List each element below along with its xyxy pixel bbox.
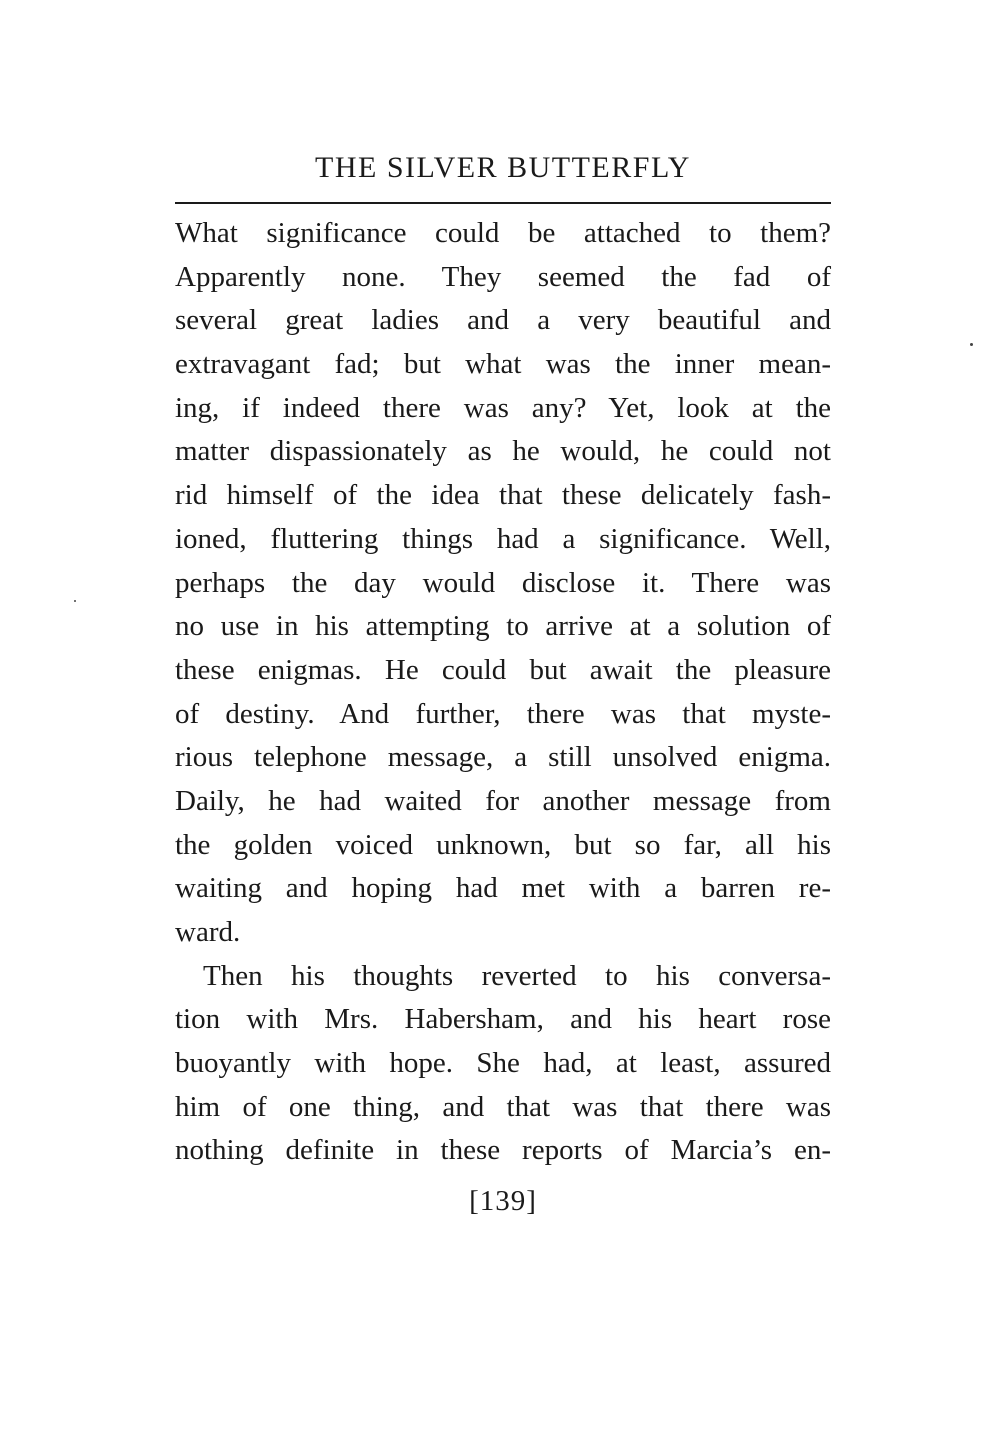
paragraph-1 [175, 212, 831, 955]
text-line: several great ladies and a very beautiful and [175, 304, 831, 337]
text-line: ward. [175, 916, 241, 948]
text-line: ing, if indeed there was any? Yet, look at the [175, 391, 831, 424]
text-line: of destiny. And further, there was that myste- [175, 697, 831, 730]
text-line: rid himself of the idea that these delicately fash- [175, 479, 831, 512]
text-line: these enigmas. He could but await the pleasure [175, 653, 831, 686]
text-line: him of one thing, and that was that there was [175, 1090, 831, 1123]
text-line: nothing definite in these reports of Marcia’s en- [175, 1134, 831, 1167]
text-line: What significance could be attached to them? [175, 217, 831, 249]
text-line: ioned, fluttering things had a significance. Well, [175, 522, 831, 555]
scan-speck [970, 343, 973, 346]
text-line: Then his thoughts reverted to his conversa- [203, 959, 831, 992]
text-line: Daily, he had waited for another message from [175, 784, 831, 817]
page-number: [139] [469, 1185, 537, 1218]
text-line: perhaps the day would disclose it. There was [175, 566, 831, 599]
text-line: the golden voiced unknown, but so far, all his [175, 828, 831, 861]
text-line: extravagant fad; but what was the inner mean- [175, 348, 831, 381]
header-rule [175, 202, 831, 204]
text-line: Apparently none. They seemed the fad of [175, 260, 831, 293]
paragraph-2 [175, 955, 831, 1173]
book-page [175, 148, 831, 1221]
text-line: tion with Mrs. Habersham, and his heart rose [175, 1003, 831, 1036]
text-line: rious telephone message, a still unsolved enigma. [175, 741, 831, 774]
text-line: no use in his attempting to arrive at a solution of [175, 610, 831, 643]
scan-speck [74, 600, 76, 602]
running-title: THE SILVER BUTTERFLY [315, 151, 691, 184]
text-line: matter dispassionately as he would, he could not [175, 435, 831, 468]
text-line: waiting and hoping had met with a barren re- [175, 872, 831, 905]
text-line: buoyantly with hope. She had, at least, assured [175, 1047, 831, 1080]
